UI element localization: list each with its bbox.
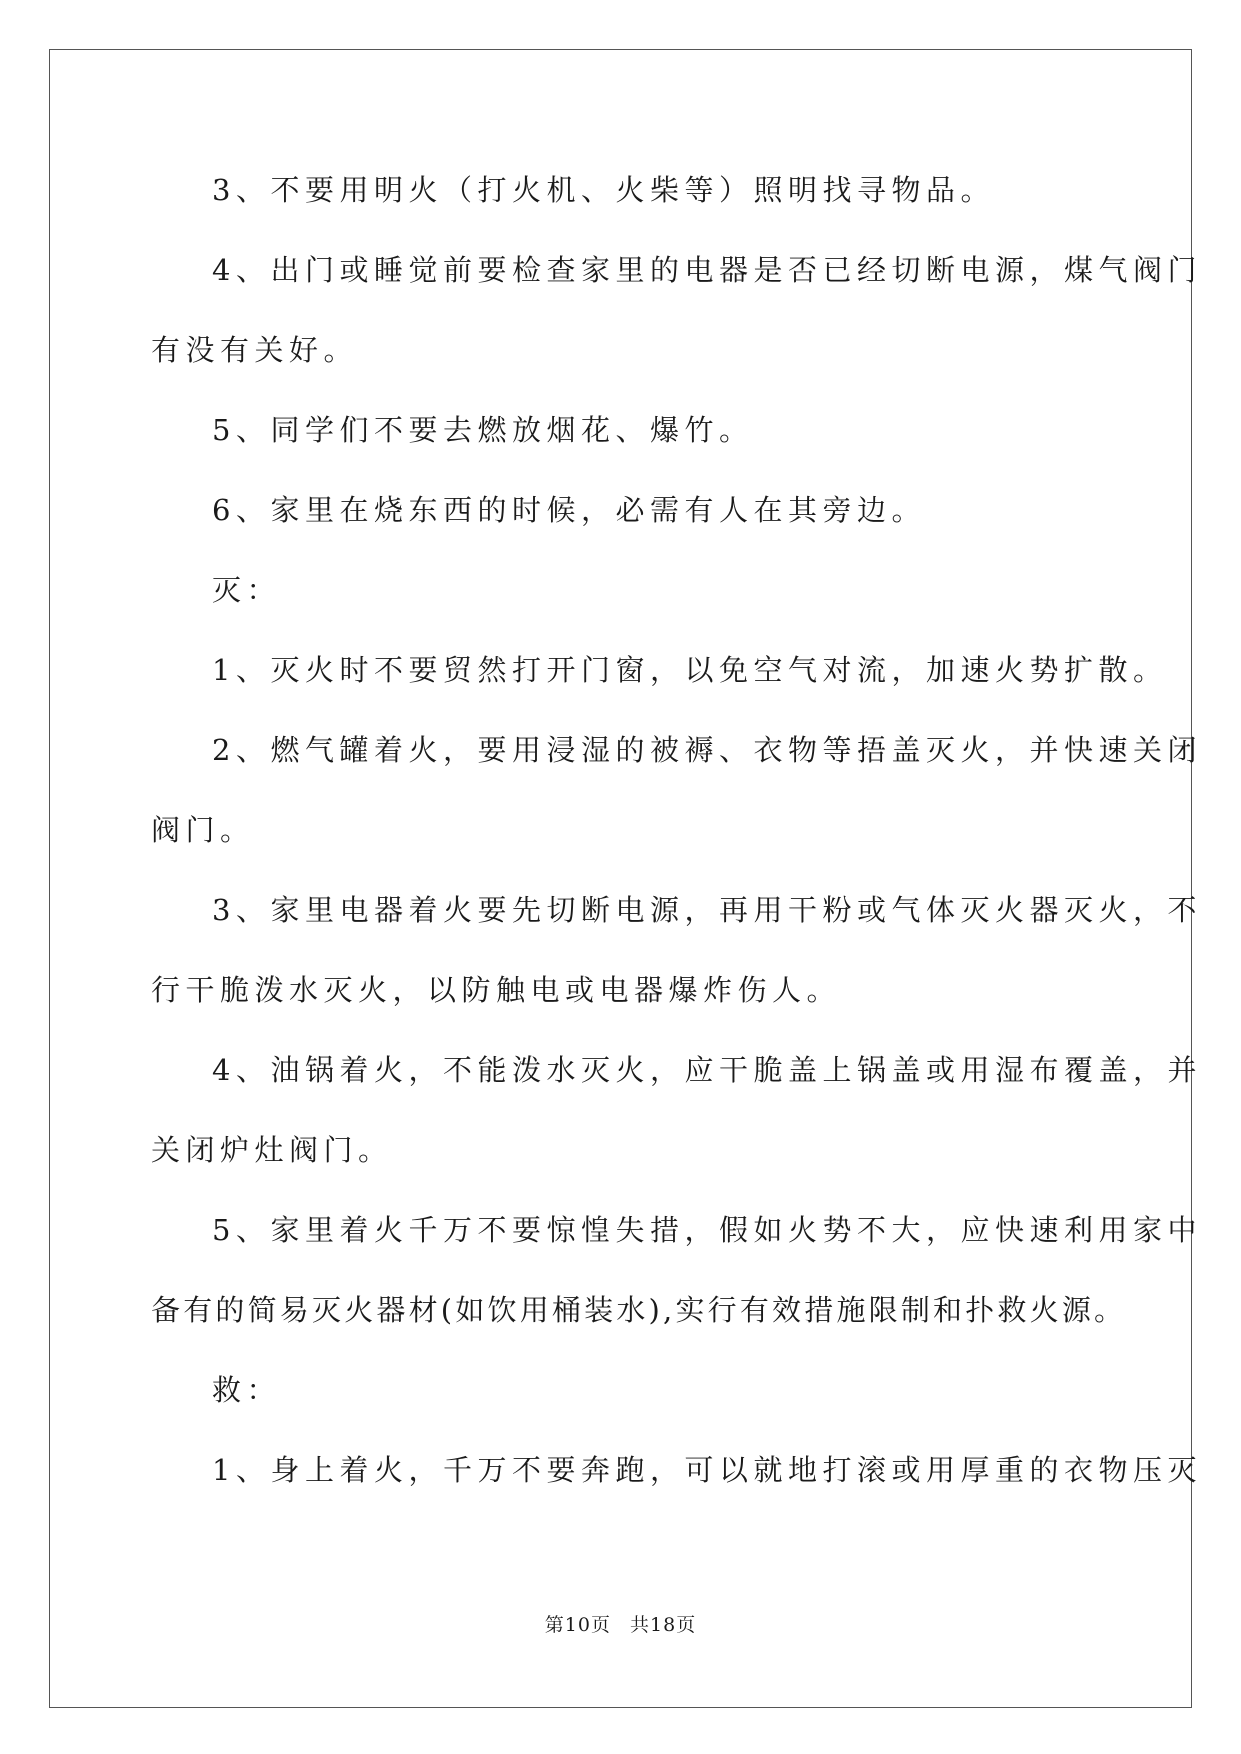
paragraph-line: 备有的简易灭火器材(如饮用桶装水),实行有效措施限制和扑救火源。 <box>151 1293 1127 1327</box>
section-heading: 灭： <box>212 573 282 607</box>
paragraph-line: 1、身上着火，千万不要奔跑，可以就地打滚或用厚重的衣物压灭 <box>212 1453 1202 1487</box>
paragraph-line: 2、燃气罐着火，要用浸湿的被褥、衣物等捂盖灭火，并快速关闭 <box>212 733 1202 767</box>
paragraph-line: 行干脆泼水灭火，以防触电或电器爆炸伤人。 <box>151 973 842 1007</box>
section-heading: 救： <box>212 1373 282 1407</box>
page-number: 第10页 <box>544 1614 611 1636</box>
paragraph-line: 5、家里着火千万不要惊惶失措，假如火势不大，应快速利用家中 <box>212 1213 1202 1247</box>
paragraph-line: 3、不要用明火（打火机、火柴等）照明找寻物品。 <box>212 173 995 207</box>
paragraph-line: 4、油锅着火，不能泼水灭火，应干脆盖上锅盖或用湿布覆盖，并 <box>212 1053 1202 1087</box>
paragraph-line: 阀门。 <box>151 813 255 847</box>
paragraph-line: 5、同学们不要去燃放烟花、爆竹。 <box>212 413 754 447</box>
paragraph-line: 有没有关好。 <box>151 333 359 367</box>
paragraph-line: 1、灭火时不要贸然打开门窗，以免空气对流，加速火势扩散。 <box>212 653 1168 687</box>
paragraph-line: 6、家里在烧东西的时候，必需有人在其旁边。 <box>212 493 926 527</box>
page-footer <box>0 1612 1241 1638</box>
paragraph-line: 3、家里电器着火要先切断电源，再用干粉或气体灭火器灭火，不 <box>212 893 1202 927</box>
page-total: 共18页 <box>630 1614 697 1636</box>
paragraph-line: 4、出门或睡觉前要检查家里的电器是否已经切断电源，煤气阀门 <box>212 253 1202 287</box>
paragraph-line: 关闭炉灶阀门。 <box>151 1133 393 1167</box>
